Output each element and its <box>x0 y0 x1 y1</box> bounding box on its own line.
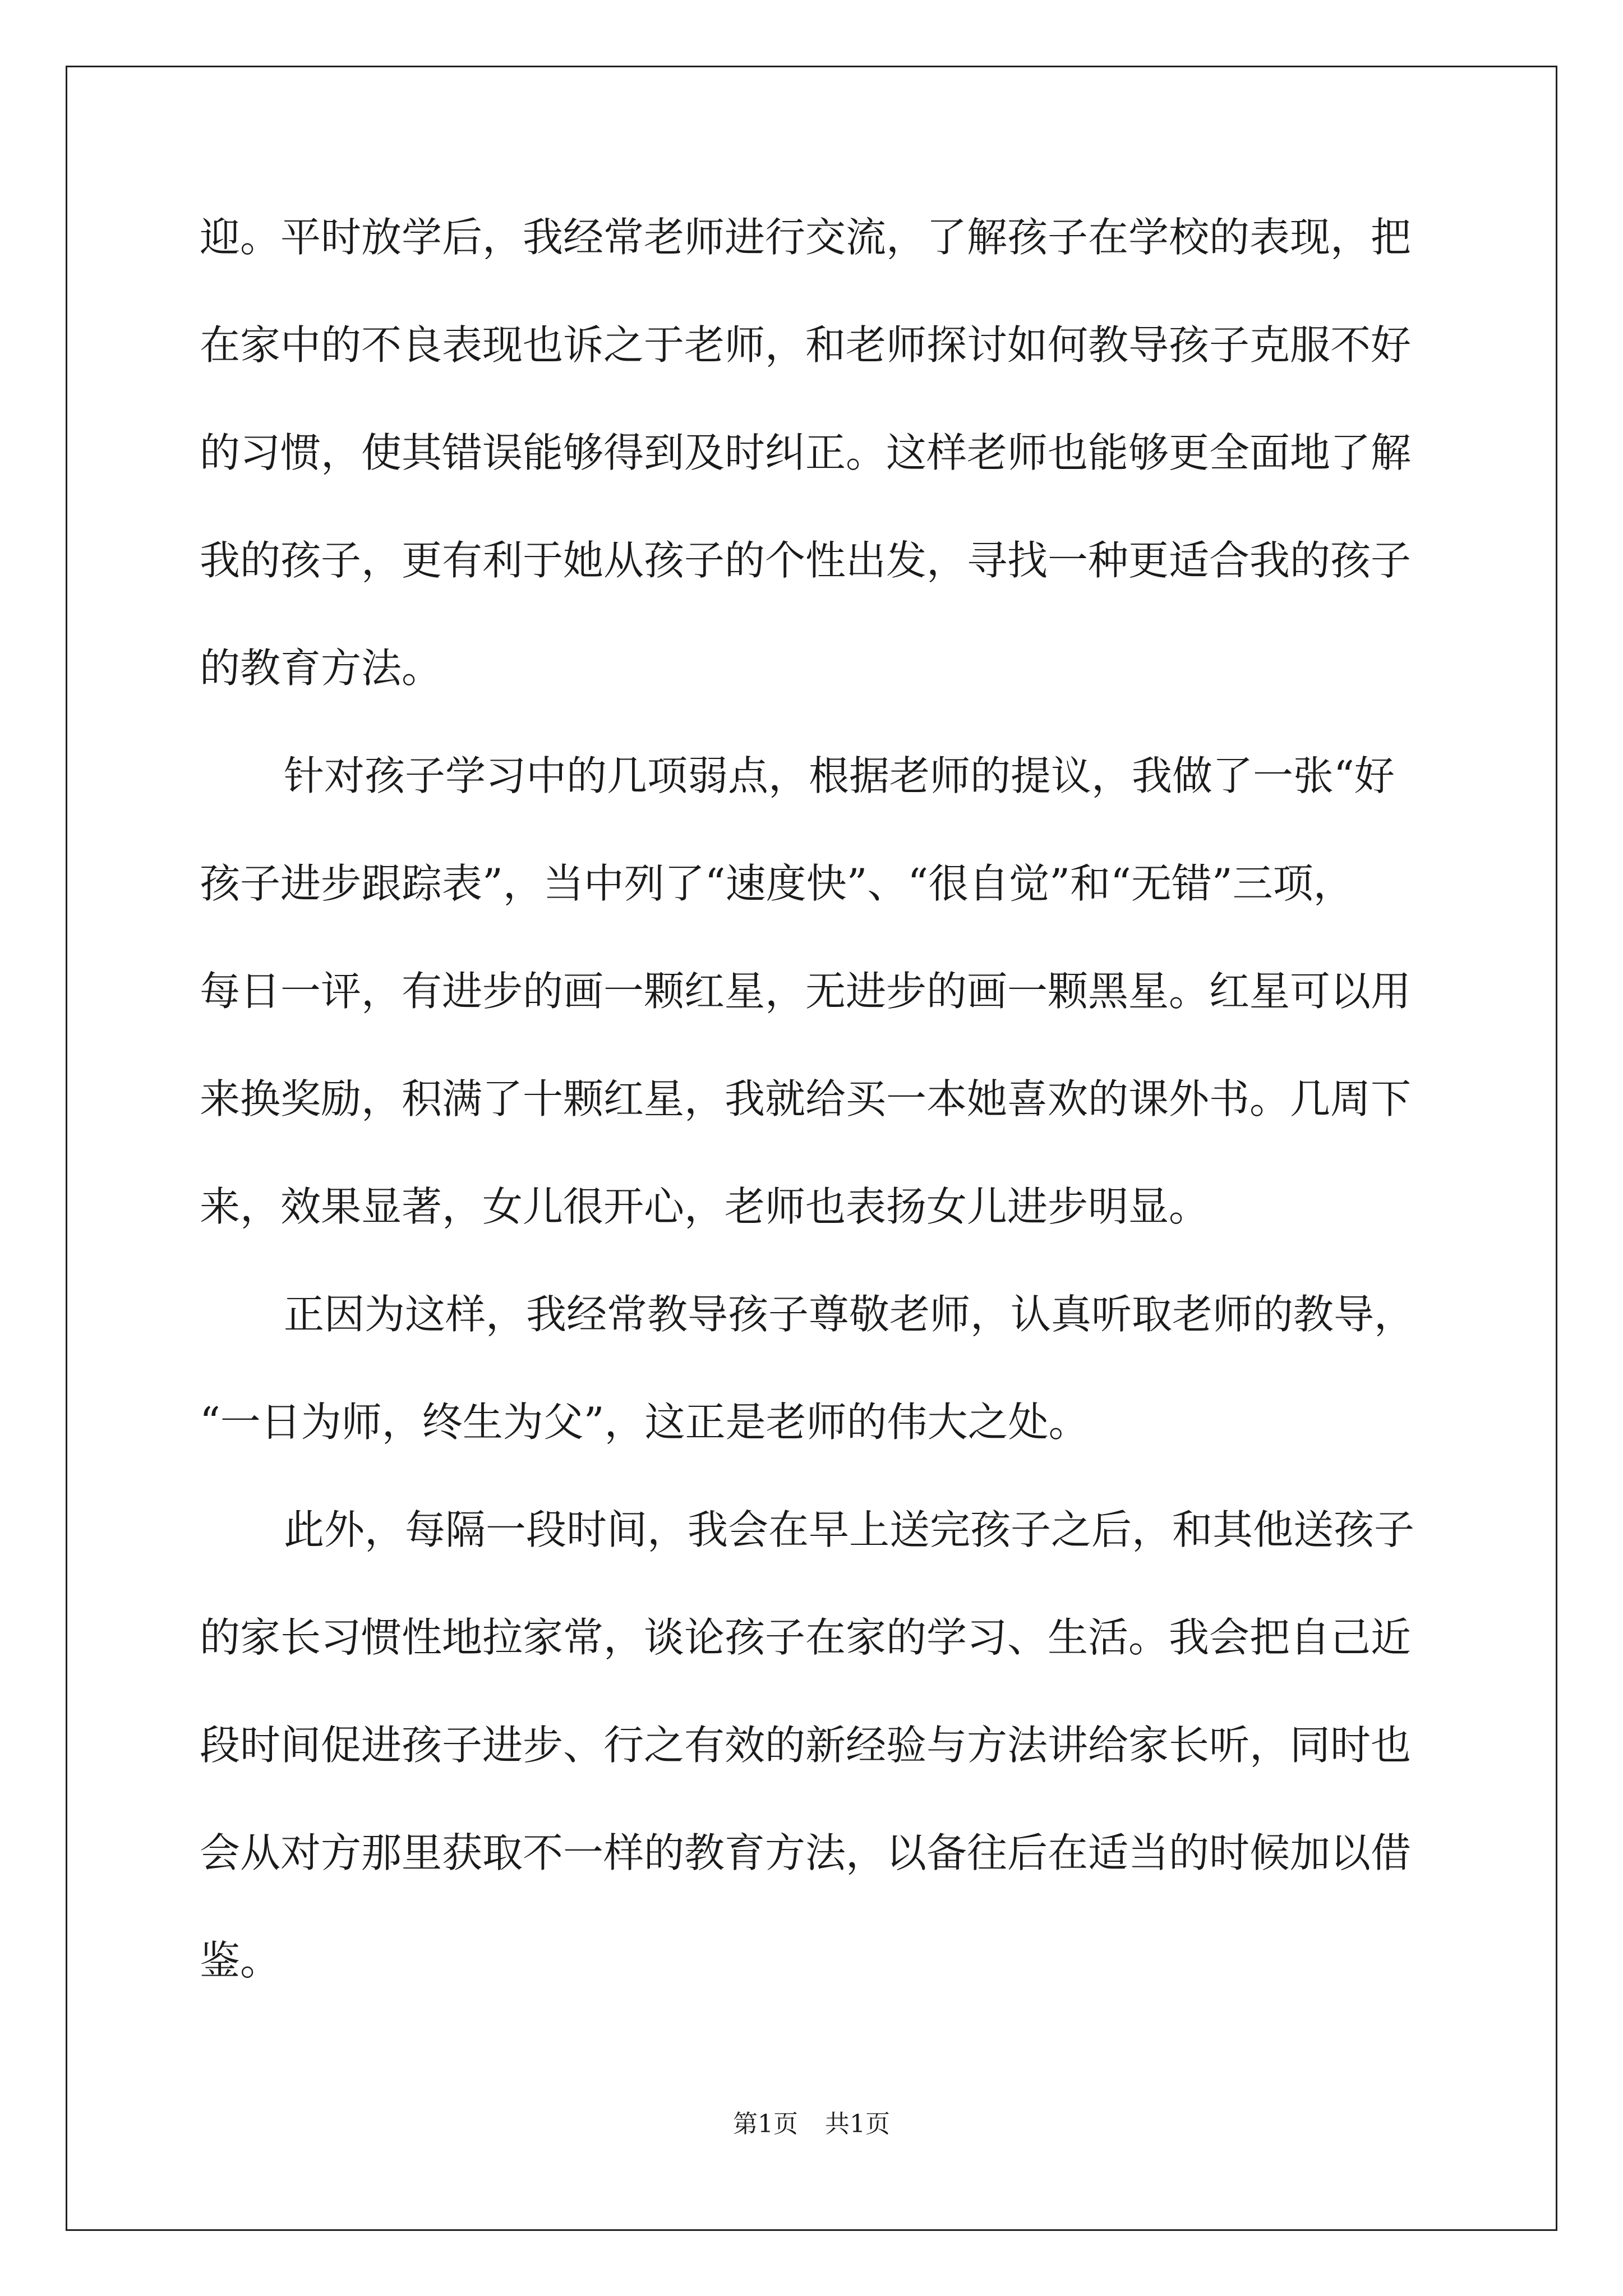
text-line: 的习惯，使其错误能够得到及时纠正。这样老师也能够更全面地了解 <box>200 429 1412 476</box>
page-number: 第1页 <box>733 2110 798 2138</box>
text-line: 的教育方法。 <box>200 645 442 692</box>
paragraph-3 <box>200 1287 1456 1449</box>
text-line: 的家长习惯性地拉家常，谈论孩子在家的学习、生活。我会把自己近 <box>200 1614 1412 1661</box>
text-line: 来，效果显著，女儿很开心，老师也表扬女儿进步明显。 <box>200 1183 1210 1230</box>
page-footer <box>0 2104 1623 2139</box>
paragraph-4 <box>200 1503 1456 1987</box>
text-line: 来换奖励，积满了十颗红星，我就给买一本她喜欢的课外书。几周下 <box>200 1075 1412 1122</box>
text-line: 段时间促进孩子进步、行之有效的新经验与方法讲给家长听，同时也 <box>200 1722 1412 1769</box>
text-line: 鉴。 <box>200 1937 281 1984</box>
text-line: 孩子进步跟踪表”，当中列了“速度快”、“很自觉”和“无错”三项， <box>200 860 1354 907</box>
document-body <box>200 210 1456 2041</box>
page-total: 共1页 <box>825 2110 890 2138</box>
text-line: 迎。平时放学后，我经常老师进行交流，了解孩子在学校的表现，把 <box>200 214 1412 261</box>
text-line: 针对孩子学习中的几项弱点，根据老师的提议，我做了一张“好 <box>284 752 1395 799</box>
text-line: 正因为这样，我经常教导孩子尊敬老师，认真听取老师的教导， <box>284 1291 1415 1338</box>
text-line: 会从对方那里获取不一样的教育方法，以备往后在适当的时候加以借 <box>200 1829 1412 1876</box>
text-line: 此外，每隔一段时间，我会在早上送完孩子之后，和其他送孩子 <box>284 1506 1415 1553</box>
text-line: 在家中的不良表现也诉之于老师，和老师探讨如何教导孩子克服不好 <box>200 321 1412 369</box>
paragraph-2 <box>200 749 1456 1234</box>
text-line: 我的孩子，更有利于她从孩子的个性出发，寻找一种更适合我的孩子 <box>200 537 1412 584</box>
text-line: “一日为师，终生为父”，这正是老师的伟大之处。 <box>200 1398 1089 1446</box>
paragraph-1 <box>200 210 1456 695</box>
text-line: 每日一评，有进步的画一颗红星，无进步的画一颗黑星。红星可以用 <box>200 968 1412 1015</box>
